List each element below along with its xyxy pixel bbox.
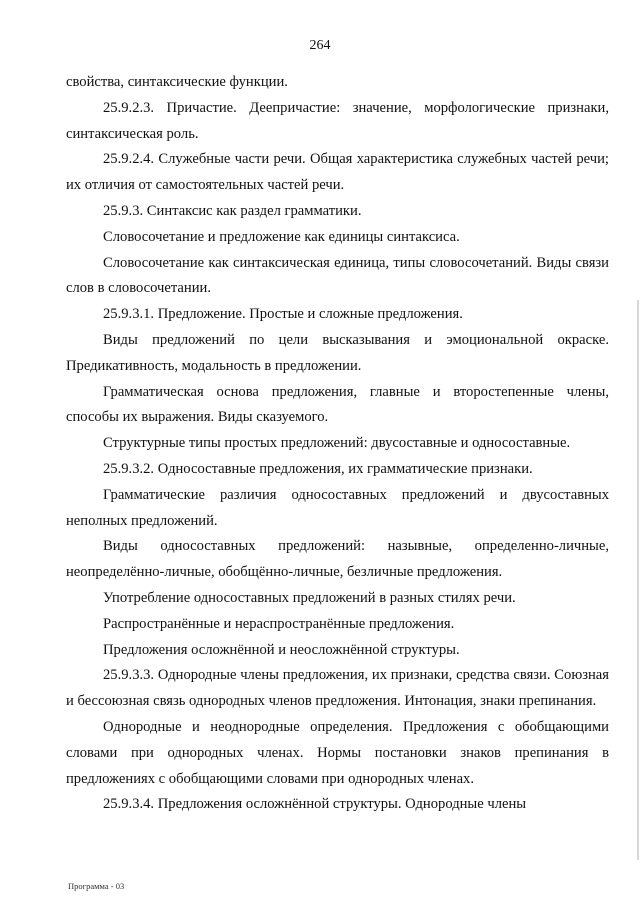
paragraph: 25.9.2.3. Причастие. Деепричастие: значение, морфологические признаки, синтаксическая роль. [66,99,609,142]
page-footer: Программа - 03 [68,881,125,891]
paragraph: Виды односоставных предложений: назывные, определенно-личные, неопределённо-личные, обобщённо-личные, безличные предложения. [66,538,609,581]
paragraph: Предложения осложнённой и неосложнённой структуры. [103,641,460,658]
paragraph: 25.9.3.1. Предложение. Простые и сложные предложения. [103,306,463,323]
paragraph: Распространённые и нераспространённые предложения. [103,615,455,632]
paragraph: 25.9.3.3. Однородные члены предложения, их признаки, средства связи. Союзная и бессоюзная связь однородных членов предложения. Интонация, знаки препинания. [66,667,609,710]
paragraph: 25.9.2.4. Служебные части речи. Общая характеристика служебных частей речи; их отличия от самостоятельных частей речи. [66,151,609,194]
paragraph: 25.9.3.4. Предложения осложнённой структуры. Однородные члены [103,796,527,813]
paragraph: Однородные и неоднородные определения. Предложения с обобщающими словами при однородных членах. Нормы постановки знаков препинания в предложениях с обобщающими словами при однородных членах. [66,718,609,787]
paragraph: Употребление односоставных предложений в разных стилях речи. [103,589,516,606]
paragraph: Словосочетание и предложение как единицы синтаксиса. [103,228,460,245]
paragraph: Грамматические различия односоставных предложений и двусоставных неполных предложений. [66,486,609,529]
paragraph: свойства, синтаксические функции. [66,74,288,90]
paragraph: Структурные типы простых предложений: двусоставные и односоставные. [103,435,571,452]
paragraph: Словосочетание как синтаксическая единица, типы словосочетаний. Виды связи слов в словосочетании. [66,254,609,297]
page-number: 264 [309,38,331,53]
paragraph: Виды предложений по цели высказывания и эмоциональной окраске. Предикативность, модальность в предложении. [66,331,609,374]
section-heading: 25.9.3. Синтаксис как раздел грамматики. [103,202,362,219]
scan-edge-shadow [637,300,639,860]
document-body [66,70,609,818]
paragraph: Грамматическая основа предложения, главные и второстепенные члены, способы их выражения. Виды сказуемого. [66,383,609,426]
paragraph: 25.9.3.2. Односоставные предложения, их грамматические признаки. [103,460,533,477]
